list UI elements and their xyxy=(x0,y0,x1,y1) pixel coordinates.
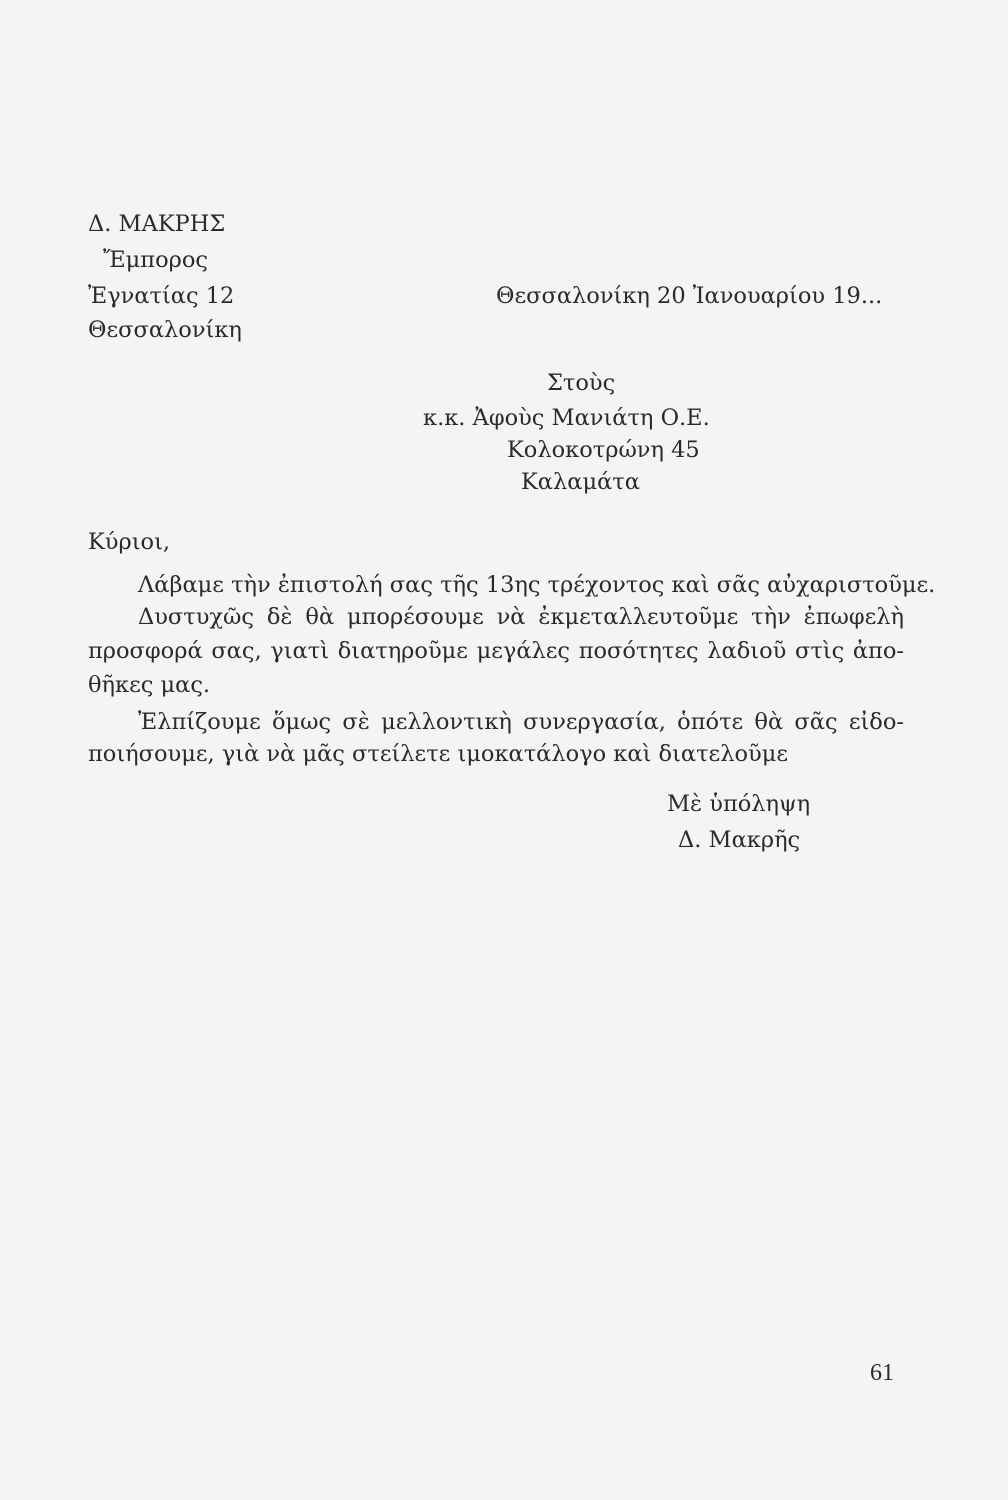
letter-date: Θεσσαλονίκη 20 Ἰανουαρίου 19... xyxy=(496,283,883,309)
recipient-city: Καλαμάτα xyxy=(521,469,640,495)
recipient-to: Στοὺς xyxy=(547,370,616,396)
body-line: θῆκες μας. xyxy=(88,672,211,698)
body-line: προσφορά σας, γιατὶ διατηροῦμε μεγάλες ποσότητες λαδιοῦ στὶς ἀπο- xyxy=(88,638,904,664)
salutation: Κύριοι, xyxy=(88,529,171,555)
recipient-street: Κολοκοτρώνη 45 xyxy=(507,437,700,463)
closing-phrase: Μὲ ὑπόληψη xyxy=(667,791,811,817)
body-line: Δυστυχῶς δὲ θὰ μπορέσουμε νὰ ἐκμεταλλευτοῦμε τὴν ἐπωφελὴ xyxy=(138,604,904,630)
body-line: ποιήσουμε, γιὰ νὰ μᾶς στείλετε ιμοκατάλογο καὶ διατελοῦμε xyxy=(88,741,788,767)
sender-street: Ἐγνατίας 12 xyxy=(88,283,235,309)
sender-city: Θεσσαλονίκη xyxy=(88,317,242,343)
signature: Δ. Μακρῆς xyxy=(678,827,801,853)
sender-trade: Ἔμπορος xyxy=(103,247,209,273)
body-line: Λάβαμε τὴν ἐπιστολή σας τῆς 13ης τρέχοντος καὶ σᾶς αὐχαριστοῦμε. xyxy=(138,572,936,598)
sender-name: Δ. ΜΑΚΡΗΣ xyxy=(88,211,226,237)
body-line: Ἐλπίζουμε ὅμως σὲ μελλοντικὴ συνεργασία, ὁπότε θὰ σᾶς εἰδο- xyxy=(138,709,904,735)
recipient-name: κ.κ. Ἀφοὺς Μανιάτη Ο.Ε. xyxy=(423,405,710,431)
page-number: 61 xyxy=(870,1360,894,1386)
